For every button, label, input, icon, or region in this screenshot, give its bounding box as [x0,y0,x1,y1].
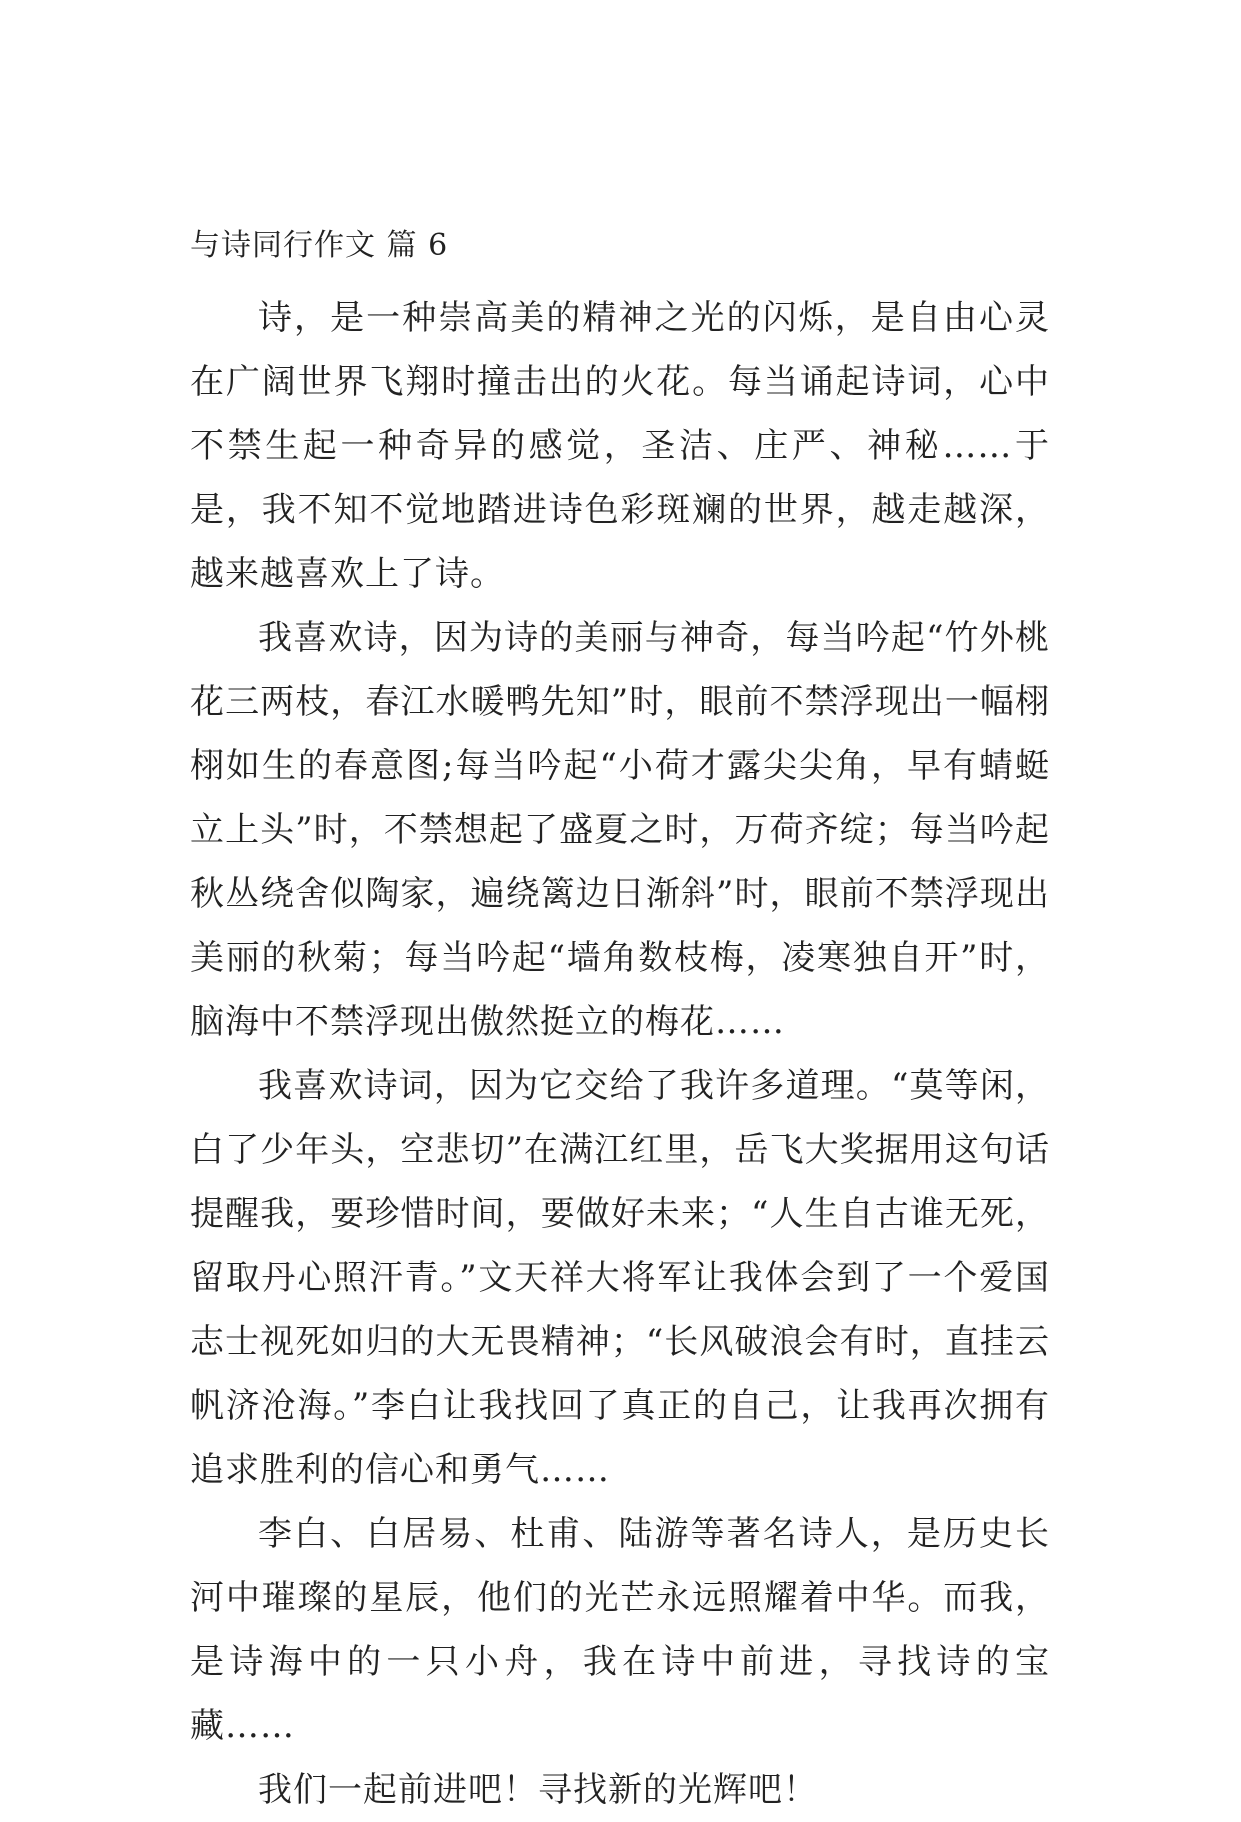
paragraph-5: 我们一起前进吧！寻找新的光辉吧！ [258,1770,818,1810]
paragraph-1: 诗，是一种崇高美的精神之光的闪烁，是自由心灵在广阔世界飞翔时撞击出的火花。每当诵起诗词，心中不禁生起一种奇异的感觉，圣洁、庄严、神秘……于是，我不知不觉地踏进诗色彩斑斓的世界，越走越深，越来越喜欢上了诗。 [190,298,1050,594]
paragraph-2: 我喜欢诗，因为诗的美丽与神奇，每当吟起“竹外桃花三两枝，春江水暖鸭先知”时，眼前不禁浮现出一幅栩栩如生的春意图;每当吟起“小荷才露尖尖角，早有蜻蜓立上头”时，不禁想起了盛夏之时，万荷齐绽；每当吟起秋丛绕舍似陶家，遍绕篱边日渐斜”时，眼前不禁浮现出美丽的秋菊；每当吟起“墙角数枝梅，凌寒独自开”时，脑海中不禁浮现出傲然挺立的梅花…… [190,618,1050,1042]
paragraph-3: 我喜欢诗词，因为它交给了我许多道理。“莫等闲，白了少年头，空悲切”在满江红里，岳飞大奖据用这句话提醒我，要珍惜时间，要做好未来；“人生自古谁无死，留取丹心照汗青。”文天祥大将军让我体会到了一个爱国志士视死如归的大无畏精神；“长风破浪会有时，直挂云帆济沧海。”李白让我找回了真正的自己，让我再次拥有追求胜利的信心和勇气…… [190,1066,1050,1490]
document-title: 与诗同行作文 篇 6 [190,228,449,263]
document-body [190,224,1050,1822]
paragraph-4: 李白、白居易、杜甫、陆游等著名诗人，是历史长河中璀璨的星辰，他们的光芒永远照耀着中华。而我，是诗海中的一只小舟，我在诗中前进，寻找诗的宝藏…… [190,1514,1050,1746]
